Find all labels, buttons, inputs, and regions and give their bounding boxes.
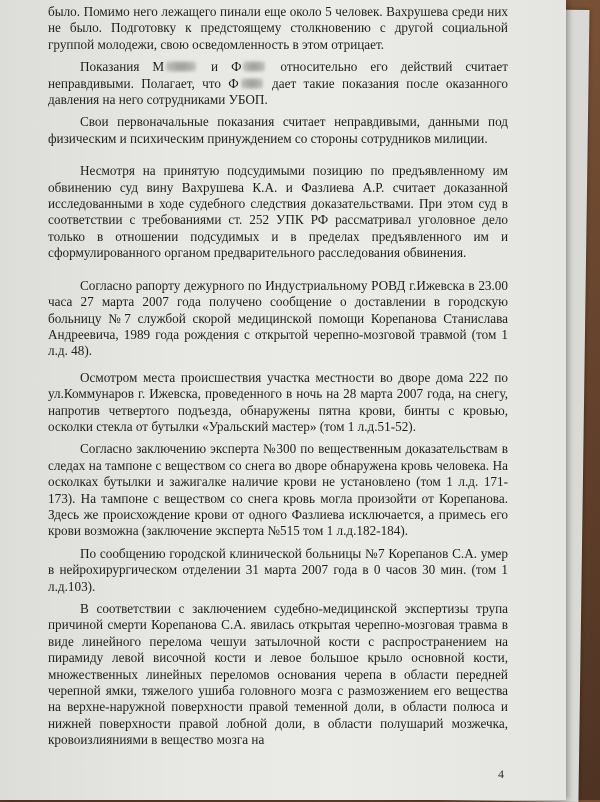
- paragraph-4: Несмотря на принятую подсудимыми позицию по предъявленному им обвинению суд вину Вахрушева К.А. и Фазлиева А.Р. считает доказанной исследованными в ходе судебного следствия доказательствами. При этом суд в соответствии с требованиями ст. 252 УПК РФ рассматривал уголовное дело только в отношении подсудимых и в пределах предъявленного им и сформулированного органом предварительного расследования обвинения.: [48, 163, 508, 261]
- paragraph-2-part-c: относительно его действий считает неправдивыми. Полагает, что Ф: [48, 59, 508, 91]
- paragraph-9: В соответствии с заключением судебно-медицинской экспертизы трупа причиной смерти Корепанова С.А. явилась открытая черепно-мозговая травма в виде линейного перелома чешуи затылочной кости с распространением на пирамиду левой височной кости и левое большое крыло основной кости, множественных линейных переломов основания черепа в области передней черепной ямки, тяжелого ушиба головного мозга с размозжением его вещества на верхне-наружной поверхности правой теменной доли, в области полюса и нижней поверхности правой лобной доли, в области полушарий мозжечка, кровоизлияниями в вещество мозга на: [48, 601, 508, 748]
- paragraph-3: Свои первоначальные показания считает неправдивыми, данными под физическим и психическим принуждением со стороны сотрудников милиции.: [48, 114, 508, 146]
- paragraph-8: По сообщению городской клинической больницы №7 Корепанов С.А. умер в нейрохирургическом отделении 31 марта 2007 года в 0 часов 30 мин. (том 1 л.д.103).: [48, 545, 508, 594]
- page-number: 4: [498, 767, 504, 781]
- paragraph-2: [48, 59, 508, 108]
- paragraph-1: было. Помимо него лежащего пинали еще около 5 человек. Вахрушева среди них не было. Подготовку к предстоящему столкновению с другой социальной группой молодежи, свою осведомленность в этом отрицает.: [48, 4, 508, 52]
- paragraph-5: Согласно рапорту дежурного по Индустриальному РОВД г.Ижевска в 23.00 часа 27 марта 2007 года получено сообщение о доставлении в городскую больницу №7 службой скорой медицинской помощи Корепанова Станислава Андреевича, 1989 года рождения с открытой черепно-мозговой травмой (том 1 л.д. 48).: [48, 277, 508, 359]
- paragraph-7: Согласно заключению эксперта №300 по вещественным доказательствам в следах на тампоне с веществом со снега во дворе обнаружена кровь человека. На осколках бутылки и зажигалке наличие крови не установлено (том 1 л.д. 171-173). На тампоне с веществом со снега кровь могла произойти от Корепанова. Здесь же происхождение крови от одного Фазлиева исключается, а примесь его крови возможна (заключение эксперта №515 том 1 л.д.182-184).: [48, 441, 508, 539]
- document-body: [48, 4, 508, 755]
- paragraph-6: Осмотром места происшествия участка местности во дворе дома 222 по ул.Коммунаров г. Ижевска, проведенного в ночь на 28 марта 2007 года, на снегу, напротив четвертого подъезда, обнаружены пятна крови, бинты с кровью, осколки стекла от бутылки «Уральский мастер» (том 1 л.д.51-52).: [48, 369, 508, 434]
- paragraph-2-part-b: и Ф: [198, 59, 242, 75]
- redacted-name-2: [243, 61, 265, 72]
- redacted-name-3: [241, 78, 263, 89]
- redacted-name-1: [166, 61, 196, 72]
- paragraph-2-part-d: дает такие показания после оказанного давления на него сотрудниками УБОП.: [48, 75, 508, 108]
- paragraph-2-part-a: Показания М: [80, 59, 165, 75]
